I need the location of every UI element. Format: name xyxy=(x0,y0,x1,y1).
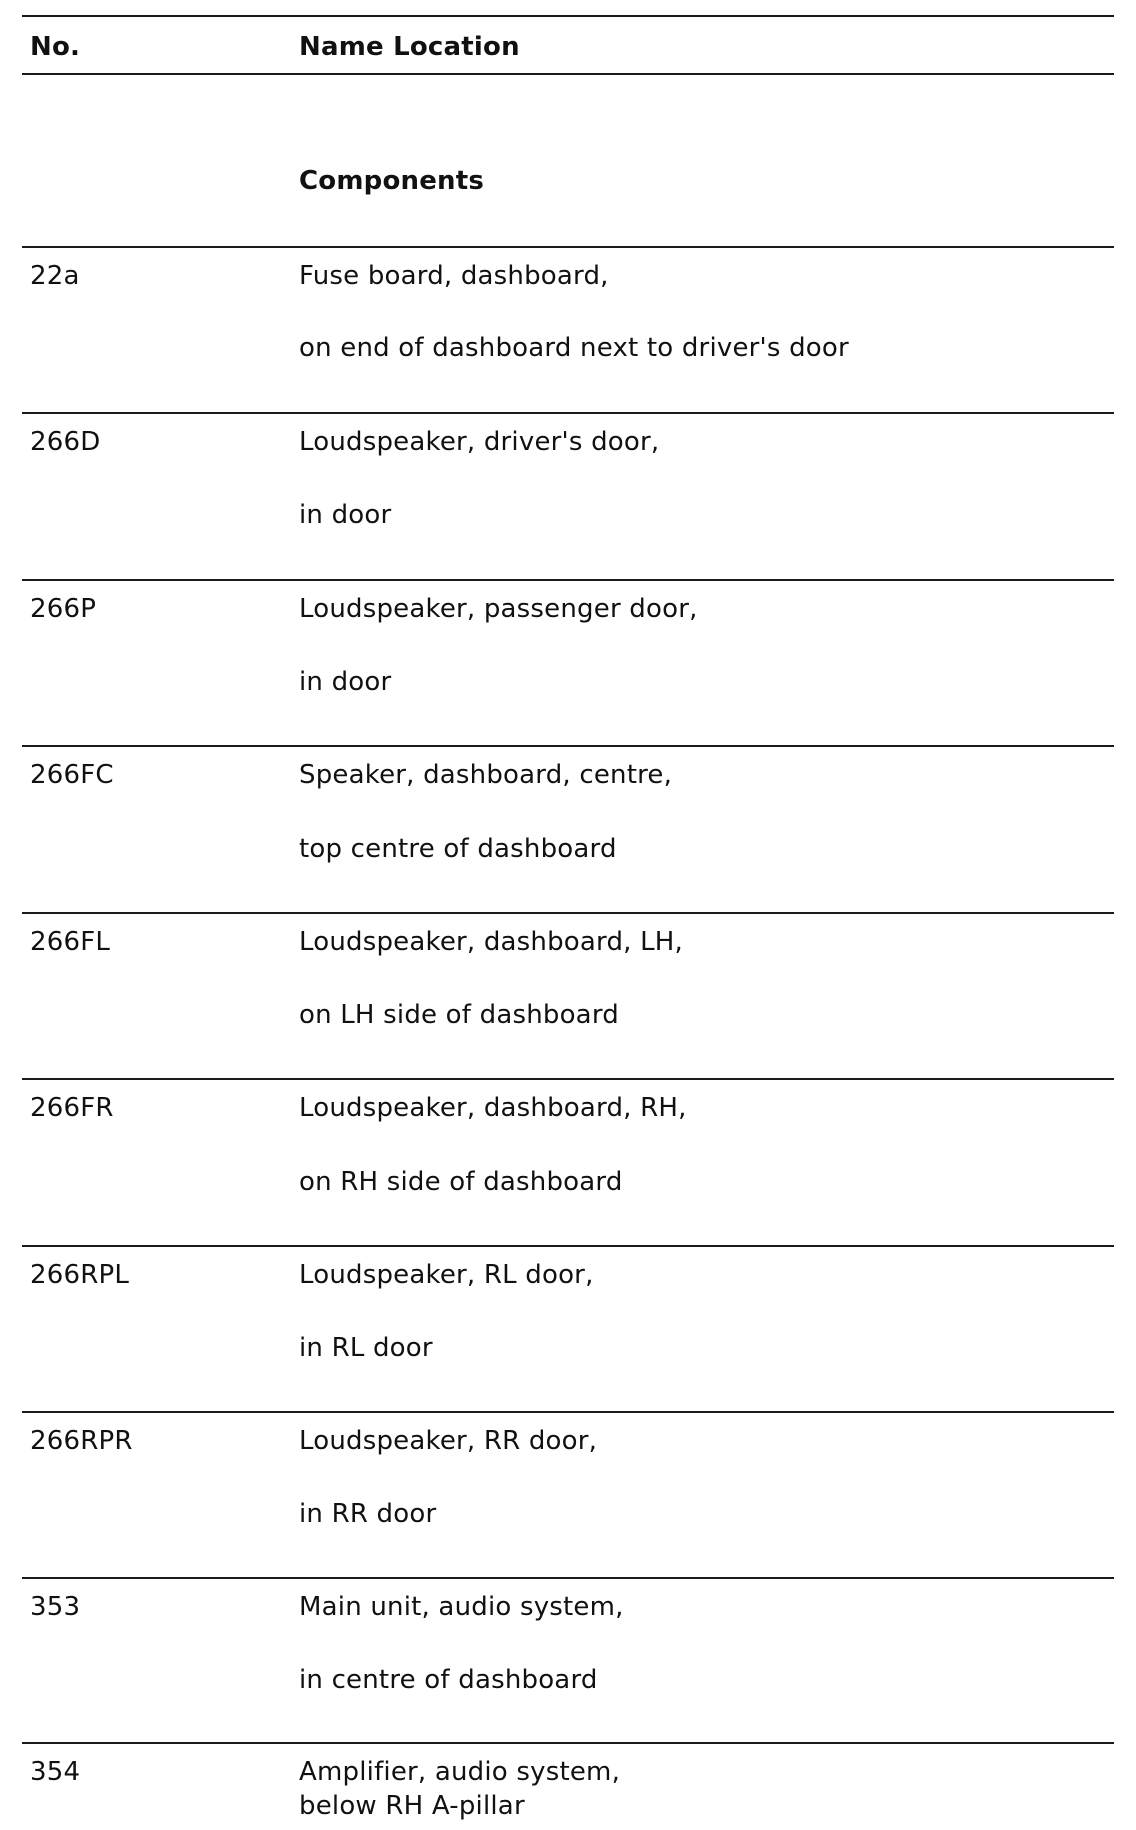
row-location: in centre of dashboard xyxy=(299,1665,598,1695)
row-divider xyxy=(22,246,1114,248)
row-location: on LH side of dashboard xyxy=(299,1000,619,1030)
row-number: 266FL xyxy=(30,927,111,957)
row-name: Amplifier, audio system, xyxy=(299,1757,621,1787)
row-divider xyxy=(22,579,1114,581)
row-location: on RH side of dashboard xyxy=(299,1167,623,1197)
row-name: Loudspeaker, RR door, xyxy=(299,1426,598,1456)
row-location: below RH A-pillar xyxy=(299,1791,525,1821)
header-name-location: Name Location xyxy=(299,32,520,62)
row-location: in door xyxy=(299,500,392,530)
row-name: Main unit, audio system, xyxy=(299,1592,624,1622)
row-divider xyxy=(22,412,1114,414)
header-no: No. xyxy=(30,32,81,62)
row-divider xyxy=(22,912,1114,914)
row-divider xyxy=(22,745,1114,747)
section-title: Components xyxy=(299,166,485,196)
row-location: in RL door xyxy=(299,1333,433,1363)
row-name: Loudspeaker, driver's door, xyxy=(299,427,660,457)
row-divider xyxy=(22,1245,1114,1247)
row-name: Loudspeaker, RL door, xyxy=(299,1260,594,1290)
row-location: top centre of dashboard xyxy=(299,834,617,864)
row-name: Fuse board, dashboard, xyxy=(299,261,609,291)
row-location: in door xyxy=(299,667,392,697)
row-number: 354 xyxy=(30,1757,81,1787)
row-number: 22a xyxy=(30,261,80,291)
row-divider xyxy=(22,1411,1114,1413)
row-location: in RR door xyxy=(299,1499,437,1529)
row-divider xyxy=(22,1577,1114,1579)
row-number: 266D xyxy=(30,427,101,457)
row-divider xyxy=(22,1078,1114,1080)
row-number: 266RPL xyxy=(30,1260,130,1290)
row-number: 353 xyxy=(30,1592,81,1622)
row-number: 266FR xyxy=(30,1093,114,1123)
row-name: Loudspeaker, dashboard, RH, xyxy=(299,1093,687,1123)
row-divider xyxy=(22,1742,1114,1744)
row-name: Loudspeaker, passenger door, xyxy=(299,594,698,624)
row-name: Speaker, dashboard, centre, xyxy=(299,760,673,790)
row-number: 266FC xyxy=(30,760,114,790)
header-bottom-rule xyxy=(22,73,1114,75)
row-name: Loudspeaker, dashboard, LH, xyxy=(299,927,684,957)
row-number: 266RPR xyxy=(30,1426,133,1456)
row-location: on end of dashboard next to driver's door xyxy=(299,333,849,363)
table-top-rule xyxy=(22,15,1114,17)
row-number: 266P xyxy=(30,594,97,624)
